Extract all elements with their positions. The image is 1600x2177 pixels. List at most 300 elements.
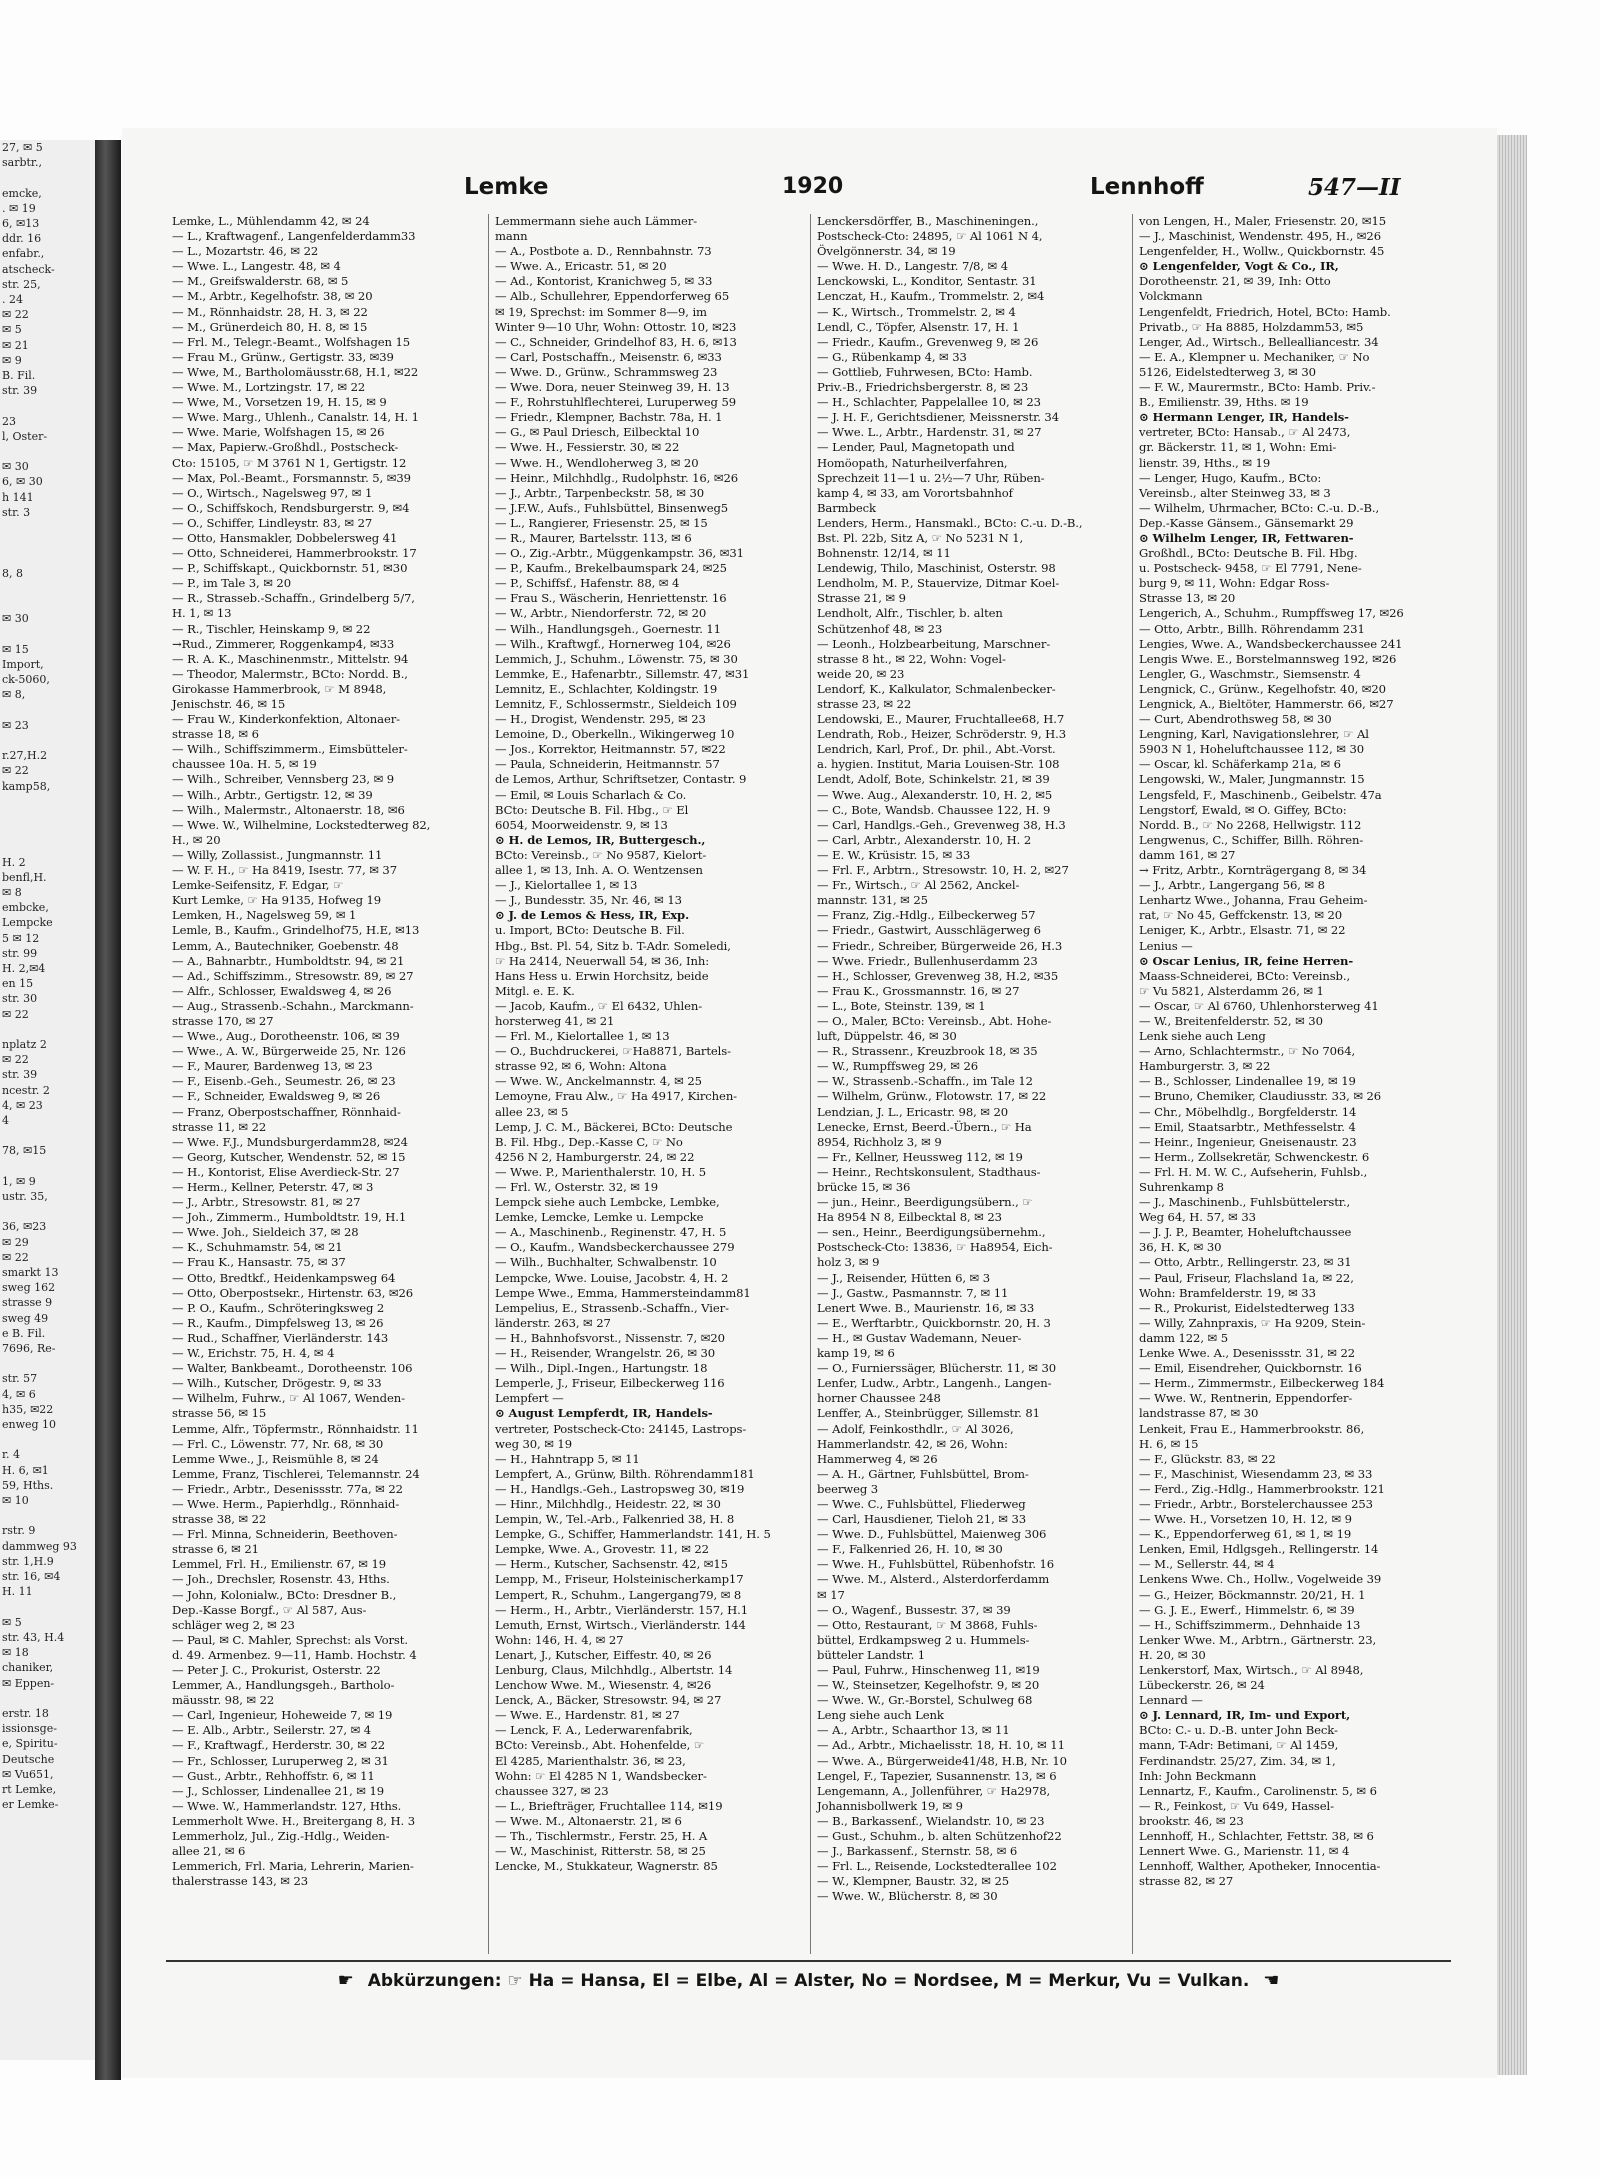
directory-entry-line: Lemmerholz, Jul., Zig.-Hdlg., Weiden-	[172, 1829, 390, 1844]
facing-page-line: h 141	[2, 490, 34, 504]
facing-page-line: 5 ✉ 12	[2, 931, 40, 945]
facing-page-line: Import,	[2, 657, 44, 671]
directory-entry-line: — Carl, Hausdiener, Tieloh 21, ✉ 33	[817, 1512, 1026, 1527]
facing-page-line: ✉ 8	[2, 885, 22, 899]
directory-entry-line: Dep.-Kasse Borgf., ☞ Al 587, Aus-	[172, 1602, 367, 1617]
directory-entry-line: — Wwe. W., Blücherstr. 8, ✉ 30	[817, 1889, 998, 1904]
directory-entry-line: — O., Schiffer, Lindleystr. 83, ✉ 27	[172, 515, 373, 530]
facing-page-line: ✉ 29	[2, 1235, 29, 1249]
directory-entry-line: gr. Bäckerstr. 11, ✉ 1, Wohn: Emi-	[1139, 440, 1337, 455]
directory-entry-line: — F., Maurer, Bardenweg 13, ✉ 23	[172, 1059, 373, 1074]
directory-entry-line: horsterweg 41, ✉ 21	[495, 1013, 615, 1028]
facing-page-line: 4	[2, 1114, 9, 1127]
directory-entry-line: rat, ☞ No 45, Geffckenstr. 13, ✉ 20	[1139, 908, 1343, 923]
directory-entry-line: — Fr., Schlosser, Luruperweg 2, ✉ 31	[172, 1753, 389, 1768]
facing-page-line: ✉ 5	[2, 1615, 22, 1629]
directory-entry-line: — C., Bote, Wandsb. Chaussee 122, H. 9	[817, 802, 1051, 817]
directory-entry-line: — M., Grünerdeich 80, H. 8, ✉ 15	[172, 319, 368, 334]
directory-entry-line: — Th., Tischlermstr., Ferstr. 25, H. A	[495, 1829, 708, 1844]
directory-entry-line: Hans Hess u. Erwin Horchsitz, beide	[495, 968, 709, 983]
directory-entry-line: — Friedr., Gastwirt, Ausschlägerweg 6	[817, 923, 1041, 938]
directory-entry-line: Lemnitz, F., Schlossermstr., Sieldeich 109	[495, 697, 737, 711]
directory-entry-line: Wohn: ☞ El 4285 N 1, Wandsbecker-	[495, 1768, 707, 1783]
pointing-hand-icon: ☚	[1263, 1970, 1280, 1991]
directory-entry-line: Lengis Wwe. E., Borstelmannsweg 192, ✉26	[1139, 651, 1397, 666]
directory-entry-line: Lenfer, Ludw., Arbtr., Langenh., Langen-	[817, 1376, 1052, 1391]
directory-entry-line: — R., Tischler, Heinskamp 9, ✉ 22	[172, 621, 371, 636]
directory-entry-line: — L., Kraftwagenf., Langenfelderdamm33	[172, 229, 416, 244]
directory-entry-line: El 4285, Marienthalstr. 36, ✉ 23,	[495, 1753, 686, 1768]
directory-entry-line: strasse 23, ✉ 22	[817, 697, 912, 711]
directory-entry-line: Lennert Wwe. G., Marienstr. 11, ✉ 4	[1139, 1844, 1350, 1859]
directory-entry-line: Lengning, Karl, Navigationslehrer, ☞ Al	[1139, 727, 1369, 742]
directory-entry-line: Weg 64, H. 57, ✉ 33	[1139, 1210, 1256, 1225]
directory-entry-line: Lengerich, A., Schuhm., Rumpffsweg 17, ✉26	[1139, 606, 1404, 621]
directory-entry-line: — J., Maschinist, Wendenstr. 495, H., ✉26	[1139, 229, 1381, 244]
directory-entry-line: — Ad., Schiffszimm., Stresowstr. 89, ✉ 27	[172, 968, 414, 983]
directory-entry-line: mann	[495, 229, 528, 244]
directory-entry-line: Övelgönnerstr. 34, ✉ 19	[817, 244, 956, 259]
directory-entry-line: — O., Zig.-Arbtr., Müggenkampstr. 36, ✉31	[495, 546, 744, 561]
facing-page-line	[0, 824, 100, 839]
column-1	[166, 214, 484, 1954]
directory-entry-line: — Wwe. D., Grünw., Schrammsweg 23	[495, 364, 718, 379]
directory-entry-line: Lempke, Wwe. A., Grovestr. 11, ✉ 22	[495, 1542, 709, 1557]
directory-entry-line: — Wwe. A., Bürgerweide41/48, H.B, Nr. 10	[817, 1753, 1067, 1768]
directory-entry-line: 5126, Eidelstedterweg 3, ✉ 30	[1139, 364, 1316, 379]
directory-entry-line: — A. H., Gärtner, Fuhlsbüttel, Brom-	[817, 1466, 1029, 1481]
directory-entry-line: damm 122, ✉ 5	[1139, 1330, 1228, 1345]
directory-entry-line: — O., Buchdruckerei, ☞Ha8871, Bartels-	[495, 1044, 731, 1059]
directory-entry-line: Leniger, K., Arbtr., Elsastr. 71, ✉ 22	[1139, 923, 1346, 938]
directory-entry-line: — P., Schiffsf., Hafenstr. 88, ✉ 4	[495, 576, 680, 591]
directory-entry-line: Lenckersdörffer, B., Maschineningen.,	[817, 214, 1039, 228]
directory-entry-line: Johannisbollwerk 19, ✉ 9	[817, 1798, 963, 1813]
directory-entry-line: ✉ 19, Sprechst: im Sommer 8—9, im	[495, 304, 707, 319]
directory-entry-line: — Gottlieb, Fuhrwesen, BCto: Hamb.	[817, 364, 1033, 379]
directory-entry-line: Jenischstr. 46, ✉ 15	[172, 697, 286, 711]
directory-entry-line: — Paula, Schneiderin, Heitmannstr. 57	[495, 757, 720, 772]
directory-entry-line: — W., Arbtr., Niendorferstr. 72, ✉ 20	[495, 606, 707, 621]
directory-entry-line: — Wwe. H., Fessierstr. 30, ✉ 22	[495, 440, 680, 455]
facing-page-line: ✉ Vu651,	[2, 1767, 54, 1781]
directory-entry-line: — Frau K., Hansastr. 75, ✉ 37	[172, 1255, 346, 1270]
directory-entry-line: Lempp, M., Friseur, Holsteinischerkamp17	[495, 1572, 744, 1587]
directory-entry-line: — Wilh., Schreiber, Vennsberg 23, ✉ 9	[172, 772, 395, 787]
directory-entry-line: — Alfr., Schlosser, Ewaldsweg 4, ✉ 26	[172, 983, 392, 998]
facing-page-line	[0, 733, 100, 748]
facing-page-line: 59, Hths.	[2, 1478, 54, 1492]
directory-entry-line: — Wilh., Handlungsgeh., Goernestr. 11	[495, 621, 721, 636]
directory-entry-line: — H., Schlachter, Pappelallee 10, ✉ 23	[817, 395, 1041, 410]
directory-entry-line: mann, T-Adr: Betimani, ☞ Al 1459,	[1139, 1738, 1339, 1753]
directory-entry-line: Barmbeck	[817, 500, 876, 515]
directory-entry-line: a. hygien. Institut, Maria Louisen-Str. 108	[817, 757, 1060, 772]
directory-entry-line: — Wwe, M., Bartholomäusstr.68, H.1, ✉22	[172, 364, 419, 379]
directory-entry-line: — Otto, Arbtr., Rellingerstr. 23, ✉ 31	[1139, 1255, 1352, 1270]
facing-page-line: e B. Fil.	[2, 1326, 46, 1340]
facing-page-line: embcke,	[2, 901, 49, 915]
facing-page-line: Deutsche	[2, 1752, 55, 1766]
directory-entry-line: Maass-Schneiderei, BCto: Vereinsb.,	[1139, 968, 1351, 983]
directory-entry-line: — Wwe. Marie, Wolfshagen 15, ✉ 26	[172, 425, 385, 440]
directory-entry-line: — R., Feinkost, ☞ Vu 649, Hassel-	[1139, 1798, 1334, 1813]
directory-entry-line: chaussee 10a. H. 5, ✉ 19	[172, 757, 317, 772]
directory-entry-line: — F., Eisenb.-Geh., Seumestr. 26, ✉ 23	[172, 1074, 396, 1089]
directory-entry-line: Cto: 15105, ☞ M 3761 N 1, Gertigstr. 12	[172, 455, 407, 470]
facing-page-line: 4, ✉ 23	[2, 1098, 43, 1112]
directory-entry-line: ⊙ Oscar Lenius, IR, feine Herren-	[1139, 953, 1354, 968]
directory-entry-line: — H., Hahntrapp 5, ✉ 11	[495, 1451, 640, 1466]
directory-entry-line: — Wwe. L., Langestr. 48, ✉ 4	[172, 259, 341, 274]
directory-entry-line: strasse 6, ✉ 21	[172, 1542, 259, 1557]
running-header	[122, 174, 1497, 204]
directory-entry-line: — H., ✉ Gustav Wademann, Neuer-	[817, 1330, 1022, 1345]
directory-entry-line: — Willy, Zollassist., Jungmannstr. 11	[172, 847, 383, 862]
facing-page-line: str. 57	[2, 1372, 38, 1386]
directory-entry-line: Lenck, A., Bäcker, Stresowstr. 94, ✉ 27	[495, 1693, 722, 1708]
facing-page-line	[0, 398, 100, 413]
directory-entry-line: — P., im Tale 3, ✉ 20	[172, 576, 291, 591]
facing-page-line: ✉ 10	[2, 1494, 29, 1508]
facing-page-line: enfabr.,	[2, 247, 45, 261]
facing-page-line: chaniker,	[2, 1661, 54, 1675]
directory-entry-line: Hammerlandstr. 42, ✉ 26, Wohn:	[817, 1436, 1008, 1451]
directory-entry-line: damm 161, ✉ 27	[1139, 847, 1236, 862]
directory-entry-line: 8954, Richholz 3, ✉ 9	[817, 1134, 942, 1149]
entry-columns	[166, 214, 1466, 1954]
directory-entry-line: Postscheck-Cto: 24895, ☞ Al 1061 N 4,	[817, 229, 1043, 244]
directory-entry-line: Lempert, R., Schuhm., Langergang79, ✉ 8	[495, 1587, 742, 1602]
directory-entry-line: Hbg., Bst. Pl. 54, Sitz b. T-Adr. Someledi,	[495, 938, 731, 953]
directory-entry-line: strasse 8 ht., ✉ 22, Wohn: Vogel-	[817, 651, 1006, 666]
directory-entry-line: 36, H. K, ✉ 30	[1139, 1240, 1222, 1255]
directory-entry-line: — Wwe. W., Rentnerin, Eppendorfer-	[1139, 1391, 1353, 1406]
directory-entry-line: — Frau W., Kinderkonfektion, Altonaer-	[172, 712, 400, 727]
directory-entry-line: — J., Gastw., Pasmannstr. 7, ✉ 11	[817, 1285, 1009, 1300]
directory-entry-line: — Jacob, Kaufm., ☞ El 6432, Uhlen-	[495, 998, 703, 1013]
directory-entry-line: Lemmermann siehe auch Lämmer-	[495, 214, 698, 228]
directory-entry-line: Dorotheenstr. 21, ✉ 39, Inh: Otto	[1139, 274, 1331, 289]
directory-entry-line: — Ad., Kontorist, Kranichweg 5, ✉ 33	[495, 274, 713, 289]
directory-entry-line: — J.F.W., Aufs., Fuhlsbüttel, Binsenweg5	[495, 500, 729, 515]
facing-page-line	[0, 1022, 100, 1037]
directory-entry-line: — H., Schiffszimmerm., Dehnhaide 13	[1139, 1617, 1361, 1632]
directory-entry-line: — L., Rangierer, Friesenstr. 25, ✉ 15	[495, 515, 708, 530]
facing-page-line: B. Fil.	[2, 369, 36, 383]
facing-page-line: emcke,	[2, 186, 42, 200]
directory-entry-line: — L., Mozartstr. 46, ✉ 22	[172, 244, 319, 259]
directory-entry-line: — Fr., Kellner, Heussweg 112, ✉ 19	[817, 1149, 1023, 1164]
directory-entry-line: — Wwe. W., Hammerlandstr. 127, Hths.	[172, 1798, 402, 1813]
directory-entry-line: — Jos., Korrektor, Heitmannstr. 57, ✉22	[495, 742, 726, 757]
directory-entry-line: → Fritz, Arbtr., Kornträgergang 8, ✉ 34	[1139, 863, 1367, 878]
directory-entry-line: Girokasse Hammerbrook, ☞ M 8948,	[172, 681, 387, 696]
directory-entry-line: — Paul, Friseur, Flachsland 1a, ✉ 22,	[1139, 1270, 1354, 1285]
directory-entry-line: Lenert Wwe. B., Maurienstr. 16, ✉ 33	[817, 1300, 1035, 1315]
directory-entry-line: Lendrath, Rob., Heizer, Schröderstr. 9, H.3	[817, 727, 1066, 742]
directory-entry-line: — J., Kielortallee 1, ✉ 13	[495, 878, 638, 893]
directory-entry-line: büttel, Erdkampsweg 2 u. Hummels-	[817, 1632, 1030, 1647]
facing-page-line: ck-5060,	[2, 673, 50, 687]
directory-entry-line: — F., Kraftwagf., Herderstr. 30, ✉ 22	[172, 1738, 385, 1753]
directory-entry-line: — H., Drogist, Wendenstr. 295, ✉ 23	[495, 712, 706, 727]
directory-entry-line: — Herm., Kellner, Peterstr. 47, ✉ 3	[172, 1180, 374, 1194]
facing-page-line: h35, ✉22	[2, 1402, 54, 1416]
pointing-hand-icon: ☛	[337, 1970, 354, 1991]
facing-page-line: nplatz 2	[2, 1037, 47, 1051]
directory-entry-line: Lenffer, A., Steinbrügger, Sillemstr. 81	[817, 1406, 1040, 1421]
facing-page-line: str. 39	[2, 384, 38, 398]
column-2	[488, 214, 807, 1954]
directory-entry-line: — Otto, Hansmakler, Dobbelersweg 41	[172, 530, 398, 545]
directory-entry-line: — C., Schneider, Grindelhof 83, H. 6, ✉13	[495, 334, 737, 349]
directory-entry-line: — Wwe. H., Wendloherweg 3, ✉ 20	[495, 455, 699, 470]
directory-entry-line: — R., Maurer, Bartelsstr. 113, ✉ 6	[495, 530, 692, 545]
directory-entry-line: Wohn: Bramfelderstr. 19, ✉ 33	[1139, 1285, 1316, 1300]
directory-entry-line: — Otto, Schneiderei, Hammerbrookstr. 17	[172, 546, 417, 561]
directory-entry-line: — G. J. E., Ewerf., Himmelstr. 6, ✉ 39	[1139, 1602, 1355, 1617]
directory-entry-line: Lübeckerstr. 26, ✉ 24	[1139, 1678, 1265, 1693]
facing-page-line	[0, 1159, 100, 1174]
directory-entry-line: — R., Prokurist, Eidelstedterweg 133	[1139, 1300, 1355, 1315]
directory-entry-line: beerweg 3	[817, 1481, 879, 1496]
directory-entry-line: — L., Bote, Steinstr. 139, ✉ 1	[817, 998, 986, 1013]
directory-entry-line: — Wwe. W., Anckelmannstr. 4, ✉ 25	[495, 1074, 702, 1089]
directory-entry-line: — W., Erichstr. 75, H. 4, ✉ 4	[172, 1346, 335, 1361]
directory-entry-line: landstrasse 87, ✉ 30	[1139, 1406, 1259, 1421]
directory-entry-line: brücke 15, ✉ 36	[817, 1180, 911, 1194]
page-edges	[1497, 135, 1527, 2075]
directory-entry-line: Lendholm, M. P., Stauervize, Ditmar Koel-	[817, 576, 1060, 591]
directory-entry-line: — Walter, Bankbeamt., Dorotheenstr. 106	[172, 1361, 413, 1376]
directory-entry-line: — Wwe. M., Altonaerstr. 21, ✉ 6	[495, 1813, 682, 1828]
directory-entry-line: Lemme, Franz, Tischlerei, Telemannstr. 24	[172, 1466, 420, 1481]
directory-entry-line: — B., Schlosser, Lindenallee 19, ✉ 19	[1139, 1074, 1356, 1089]
header-first-name: Lemke	[464, 174, 549, 200]
facing-page-line: ✉ 22	[2, 1053, 29, 1067]
directory-entry-line: Lemme Wwe., J., Reismühle 8, ✉ 24	[172, 1451, 379, 1466]
directory-entry-line: — Friedr., Kaufm., Grevenweg 9, ✉ 26	[817, 334, 1039, 349]
directory-entry-line: Lempfert —	[495, 1391, 564, 1406]
directory-entry-line: H. 20, ✉ 30	[1139, 1647, 1206, 1662]
facing-page-line: ✉ 9	[2, 353, 22, 367]
directory-entry-line: — Paul, Fuhrw., Hinschenweg 11, ✉19	[817, 1663, 1040, 1677]
directory-entry-line: — Carl, Postschaffn., Meisenstr. 6, ✉33	[495, 349, 722, 364]
directory-entry-line: H., ✉ 20	[172, 832, 221, 847]
directory-entry-line: Lengenfelder, H., Wollw., Quickbornstr. 45	[1139, 244, 1385, 259]
directory-entry-line: Lengowski, W., Maler, Jungmannstr. 15	[1139, 772, 1365, 787]
directory-entry-line: — Lenger, Hugo, Kaufm., BCto:	[1139, 470, 1322, 485]
directory-entry-line: — Alb., Schullehrer, Eppendorferweg 65	[495, 289, 730, 304]
facing-page-line: 36, ✉23	[2, 1220, 47, 1234]
abbreviations-text: Abkürzungen: ☞ Ha = Hansa, El = Elbe, Al = Alster, No = Nordsee, M = Merkur, Vu = Vulkan.	[367, 1971, 1250, 1991]
directory-entry-line: Lenken, Emil, Hdlgsgeh., Rellingerstr. 14	[1139, 1542, 1379, 1557]
directory-entry-line: — Wilhelm, Uhrmacher, BCto: C.-u. D.-B.,	[1139, 500, 1380, 515]
directory-entry-line: Lennhoff, H., Schlachter, Fettstr. 38, ✉ 6	[1139, 1829, 1374, 1844]
facing-page-line: 78, ✉15	[2, 1144, 47, 1158]
facing-page-line: ✉ 8,	[2, 688, 26, 702]
directory-entry-line: — Wwe. M., Alsterd., Alsterdorferdamm	[817, 1572, 1050, 1587]
directory-entry-line: — P., Kaufm., Brekelbaumspark 24, ✉25	[495, 561, 727, 576]
facing-page-line	[0, 1204, 100, 1219]
directory-entry-line: — O., Wirtsch., Nagelsweg 97, ✉ 1	[172, 485, 373, 500]
directory-entry-line: — Frl. L., Reisende, Lockstedterallee 102	[817, 1859, 1057, 1874]
directory-entry-line: Hammerweg 4, ✉ 26	[817, 1451, 938, 1466]
directory-entry-line: — Theodor, Malermstr., BCto: Nordd. B.,	[172, 666, 408, 681]
directory-entry-line: — Wilh., Arbtr., Gertigstr. 12, ✉ 39	[172, 787, 373, 802]
facing-page-line: strasse 9	[2, 1296, 53, 1310]
directory-entry-line: Lenckowski, L., Konditor, Sentastr. 31	[817, 274, 1037, 289]
directory-entry-line: Ferdinandstr. 25/27, Zim. 34, ✉ 1,	[1139, 1753, 1336, 1768]
directory-entry-line: 6054, Moorweidenstr. 9, ✉ 13	[495, 817, 668, 832]
directory-entry-line: — J., Arbtr., Tarpenbeckstr. 58, ✉ 30	[495, 485, 705, 500]
directory-entry-line: — Wwe. D., Fuhlsbüttel, Maienweg 306	[817, 1527, 1047, 1542]
directory-entry-line: Lengnick, A., Bieltöter, Hammerstr. 66, ✉27	[1139, 697, 1394, 711]
abbreviations-footer	[166, 1970, 1451, 1998]
book-binding	[95, 140, 121, 2080]
directory-entry-line: Lemoine, D., Oberkelln., Wikingerweg 10	[495, 727, 735, 742]
directory-entry-line: Lemmerich, Frl. Maria, Lehrerin, Marien-	[172, 1859, 414, 1874]
directory-entry-line: strasse 11, ✉ 22	[172, 1119, 267, 1134]
directory-entry-line: — Ad., Arbtr., Michaelisstr. 18, H. 10, ✉ 11	[817, 1738, 1065, 1753]
directory-entry-line: — Chr., Möbelhdlg., Borgfelderstr. 14	[1139, 1104, 1357, 1119]
directory-entry-line: Ha 8954 N 8, Eilbecktal 8, ✉ 23	[817, 1210, 1002, 1225]
facing-page-line: en 15	[2, 977, 34, 991]
directory-entry-line: Lemnitz, E., Schlachter, Koldingstr. 19	[495, 681, 718, 696]
facing-page-line: ✉ 30	[2, 612, 29, 626]
facing-page-line	[0, 581, 100, 596]
directory-page	[122, 128, 1497, 2078]
facing-page-line	[0, 444, 100, 459]
facing-page-line: er Lemke-	[2, 1798, 59, 1812]
directory-entry-line: — R. A. K., Maschinenmstr., Mittelstr. 94	[172, 651, 409, 666]
directory-entry-line: Lendl, C., Töpfer, Alsenstr. 17, H. 1	[817, 319, 1020, 334]
facing-page-line: 6, ✉13	[2, 217, 40, 231]
directory-entry-line: luft, Düppelstr. 46, ✉ 30	[817, 1029, 957, 1044]
facing-page-line: str. 1,H.9	[2, 1554, 54, 1568]
directory-entry-line: Lempck siehe auch Lembcke, Lembke,	[495, 1195, 720, 1210]
directory-entry-line: Lencke, M., Stukkateur, Wagnerstr. 85	[495, 1859, 718, 1874]
directory-entry-line: — Peter J. C., Prokurist, Osterstr. 22	[172, 1663, 381, 1677]
directory-entry-line: ☞ Vu 5821, Alsterdamm 26, ✉ 1	[1139, 983, 1324, 998]
directory-entry-line: Lemm, A., Bautechniker, Goebenstr. 48	[172, 938, 399, 953]
directory-entry-line: — H., Handlgs.-Geh., Lastropsweg 30, ✉19	[495, 1481, 745, 1496]
directory-entry-line: — W., Strassenb.-Schaffn., im Tale 12	[817, 1074, 1033, 1089]
facing-page-line: dammweg 93	[2, 1539, 77, 1553]
facing-page-line: kamp58,	[2, 779, 51, 793]
directory-entry-line: u. Import, BCto: Deutsche B. Fil.	[495, 923, 685, 938]
directory-entry-line: ⊙ August Lempferdt, IR, Handels-	[495, 1406, 713, 1421]
directory-entry-line: — Friedr., Klempner, Bachstr. 78a, H. 1	[495, 410, 723, 425]
facing-page-line: smarkt 13	[2, 1266, 59, 1280]
directory-entry-line: — Emil, Eisendreher, Quickbornstr. 16	[1139, 1361, 1362, 1376]
directory-entry-line: — F., Rohrstuhlflechterei, Luruperweg 59	[495, 395, 737, 410]
directory-entry-line: — H., Schlosser, Grevenweg 38, H.2, ✉35	[817, 968, 1059, 983]
directory-entry-line: Lemle, B., Kaufm., Grindelhof75, H.E, ✉13	[172, 923, 420, 938]
facing-page-line: H. 2	[2, 855, 26, 869]
facing-page-line: 7696, Re-	[2, 1342, 56, 1356]
directory-entry-line: Volckmann	[1139, 289, 1203, 304]
directory-entry-line: Lemmer, A., Handlungsgeh., Bartholo-	[172, 1678, 395, 1693]
directory-entry-line: Lempe Wwe., Emma, Hammersteindamm81	[495, 1285, 751, 1300]
directory-entry-line: — A., Maschinenb., Reginenstr. 47, H. 5	[495, 1225, 727, 1240]
directory-entry-line: — Gust., Schuhm., b. alten Schützenhof22	[817, 1829, 1062, 1844]
directory-entry-line: thalerstrasse 143, ✉ 23	[172, 1874, 309, 1889]
directory-entry-line: horner Chaussee 248	[817, 1391, 941, 1406]
directory-entry-line: — Wilh., Buchhalter, Schwalbenstr. 10	[495, 1255, 717, 1270]
directory-entry-line: ⊙ Hermann Lenger, IR, Handels-	[1139, 410, 1349, 425]
directory-entry-line: — Friedr., Schreiber, Bürgerweide 26, H.3	[817, 938, 1063, 953]
directory-entry-line: Lenders, Herm., Hansmakl., BCto: C.-u. D.-B.,	[817, 515, 1083, 530]
directory-entry-line: Lengenfeldt, Friedrich, Hotel, BCto: Hamb.	[1139, 304, 1391, 319]
directory-entry-line: — J., Bundesstr. 35, Nr. 46, ✉ 13	[495, 893, 682, 908]
facing-page-line: str. 99	[2, 946, 38, 960]
directory-entry-line: Lengsfeld, F., Maschinenb., Geibelstr. 47a	[1139, 787, 1382, 802]
directory-entry-line: H. 1, ✉ 13	[172, 606, 232, 621]
directory-entry-line: bütteler Landstr. 1	[817, 1647, 926, 1662]
facing-page-line: rstr. 9	[2, 1524, 36, 1538]
directory-entry-line: Lenczat, H., Kaufm., Trommelstr. 2, ✉4	[817, 289, 1045, 304]
directory-entry-line: Lemke, L., Mühlendamm 42, ✉ 24	[172, 214, 370, 228]
directory-entry-line: — Franz, Zig.-Hdlg., Eilbeckerweg 57	[817, 908, 1036, 923]
directory-entry-line: — Max, Papierw.-Großhdl., Postscheck-	[172, 440, 399, 455]
directory-entry-line: Lendorf, K., Kalkulator, Schmalenbecker-	[817, 681, 1056, 696]
facing-page-line: . ✉ 19	[2, 201, 36, 215]
directory-entry-line: — Franz, Oberpostschaffner, Rönnhaid-	[172, 1104, 401, 1119]
directory-entry-line: Lenius —	[1139, 938, 1193, 953]
facing-page-line: 1, ✉ 9	[2, 1174, 36, 1188]
facing-page-line: 4, ✉ 6	[2, 1387, 36, 1401]
directory-entry-line: Bohnenstr. 12/14, ✉ 11	[817, 546, 951, 561]
directory-entry-line: strasse 170, ✉ 27	[172, 1013, 274, 1028]
directory-entry-line: — H., Bahnhofsvorst., Nissenstr. 7, ✉20	[495, 1330, 725, 1345]
directory-entry-line: — Wilh., Schiffszimmerm., Eimsbütteler-	[172, 742, 408, 757]
directory-entry-line: — Wwe. H. D., Langestr. 7/8, ✉ 4	[817, 259, 1008, 274]
facing-page-line: H. 6, ✉1	[2, 1463, 49, 1477]
directory-entry-line: Lengel, F., Tapezier, Susannenstr. 13, ✉ 6	[817, 1768, 1057, 1783]
directory-entry-line: — Curt, Abendrothsweg 58, ✉ 30	[1139, 712, 1332, 727]
facing-page-line: ✉ 30	[2, 460, 29, 474]
directory-entry-line: — Hinr., Milchhdlg., Heidestr. 22, ✉ 30	[495, 1496, 721, 1511]
directory-entry-line: — G., ✉ Paul Driesch, Eilbecktal 10	[495, 425, 700, 440]
directory-entry-line: Suhrenkamp 8	[1139, 1180, 1224, 1194]
directory-entry-line: — Frl. W., Osterstr. 32, ✉ 19	[495, 1180, 659, 1194]
directory-entry-line: — Wwe. W., Wilhelmine, Lockstedterweg 82,	[172, 817, 431, 832]
directory-entry-line: — Frl. H. M. W. C., Aufseherin, Fuhlsb.,	[1139, 1164, 1368, 1179]
directory-entry-line: Lempfert, A., Grünw, Bilth. Röhrendamm181	[495, 1466, 755, 1481]
facing-page-line	[0, 809, 100, 824]
directory-entry-line: — Frau M., Grünw., Gertigstr. 33, ✉39	[172, 349, 394, 364]
directory-entry-line: Lenecke, Ernst, Beerd.-Übern., ☞ Ha	[817, 1119, 1032, 1134]
directory-entry-line: lienstr. 39, Hths., ✉ 19	[1139, 455, 1271, 470]
directory-entry-line: Lengstorf, Ewald, ✉ O. Giffey, BCto:	[1139, 802, 1347, 817]
directory-entry-line: — F., Glückstr. 83, ✉ 22	[1139, 1451, 1276, 1466]
directory-entry-line: d. 49. Armenbez. 9—11, Hamb. Hochstr. 4	[172, 1647, 417, 1662]
directory-entry-line: — Frau S., Wäscherin, Henriettenstr. 16	[495, 591, 727, 606]
directory-entry-line: — K., Schuhmamstr. 54, ✉ 21	[172, 1240, 343, 1255]
directory-entry-line: — Oscar, ☞ Al 6760, Uhlenhorsterweg 41	[1139, 998, 1379, 1013]
directory-entry-line: — Wwe. L., Arbtr., Hardenstr. 31, ✉ 27	[817, 425, 1042, 440]
directory-entry-line: — A., Bahnarbtr., Humboldtstr. 94, ✉ 21	[172, 953, 405, 968]
facing-page-line: sweg 162	[2, 1281, 56, 1295]
directory-entry-line: — M., Sellerstr. 44, ✉ 4	[1139, 1557, 1275, 1572]
directory-entry-line: BCto: Vereinsb., ☞ No 9587, Kielort-	[495, 847, 707, 862]
directory-entry-line: Lemke, Lemcke, Lemke u. Lempcke	[495, 1210, 704, 1225]
facing-page-line: ✉ 22	[2, 764, 29, 778]
directory-entry-line: ⊙ Lengenfelder, Vogt & Co., IR,	[1139, 259, 1339, 274]
directory-entry-line: Lenchow Wwe. M., Wiesenstr. 4, ✉26	[495, 1678, 712, 1693]
